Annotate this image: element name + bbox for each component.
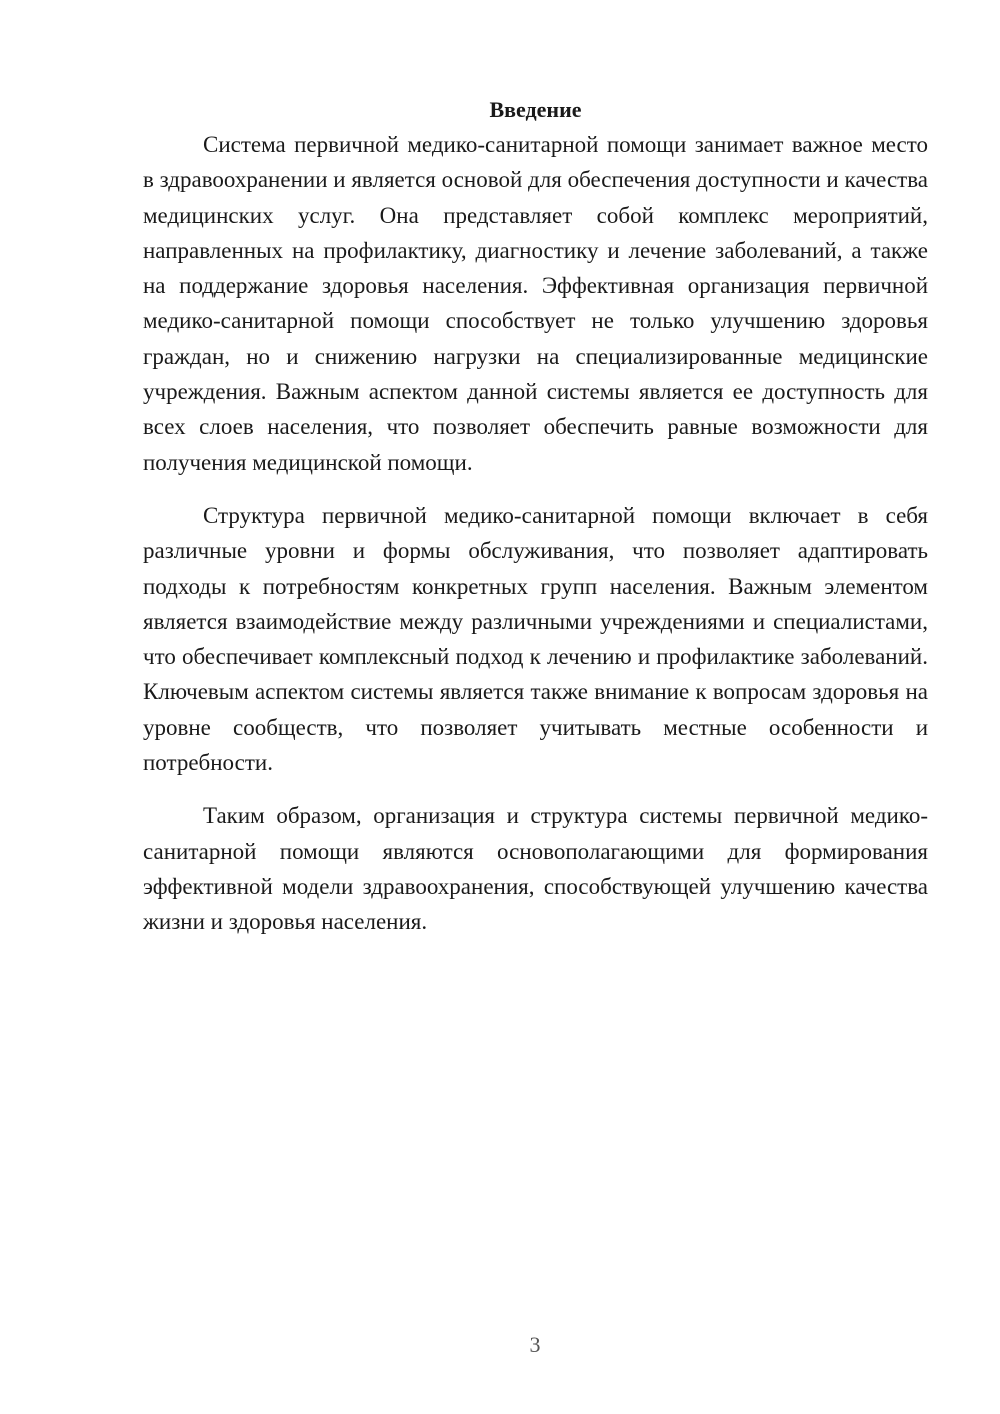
section-heading: Введение [489,97,582,122]
page-number: 3 [529,1332,541,1357]
paragraph-3: Таким образом, организация и структура системы первичной медико-санитарной помощи являются основополагающими для формирования эффективной модели здравоохранения, способствующей улучшению качества жизни и здоровья населения. [143,803,928,935]
page-content [143,92,928,940]
paragraph-1: Система первичной медико-санитарной помощи занимает важное место в здравоохранении и является основой для обеспечения доступности и качества медицинских услуг. Она представляет собой комплекс мероприятий, направленных на профилактику, диагностику и лечение заболеваний, а также на поддержание здоровья населения. Эффективная организация первичной медико-санитарной помощи способствует не только улучшению здоровья граждан, но и снижению нагрузки на специализированные медицинские учреждения. Важным аспектом данной системы является ее доступность для всех слоев населения, что позволяет обеспечить равные возможности для получения медицинской помощи. [143,132,928,475]
paragraph-2: Структура первичной медико-санитарной помощи включает в себя различные уровни и формы обслуживания, что позволяет адаптировать подходы к потребностям конкретных групп населения. Важным элементом является взаимодействие между различными учреждениями и специалистами, что обеспечивает комплексный подход к лечению и профилактике заболеваний. Ключевым аспектом системы является также внимание к вопросам здоровья на уровне сообществ, что позволяет учитывать местные особенности и потребности. [143,502,928,776]
